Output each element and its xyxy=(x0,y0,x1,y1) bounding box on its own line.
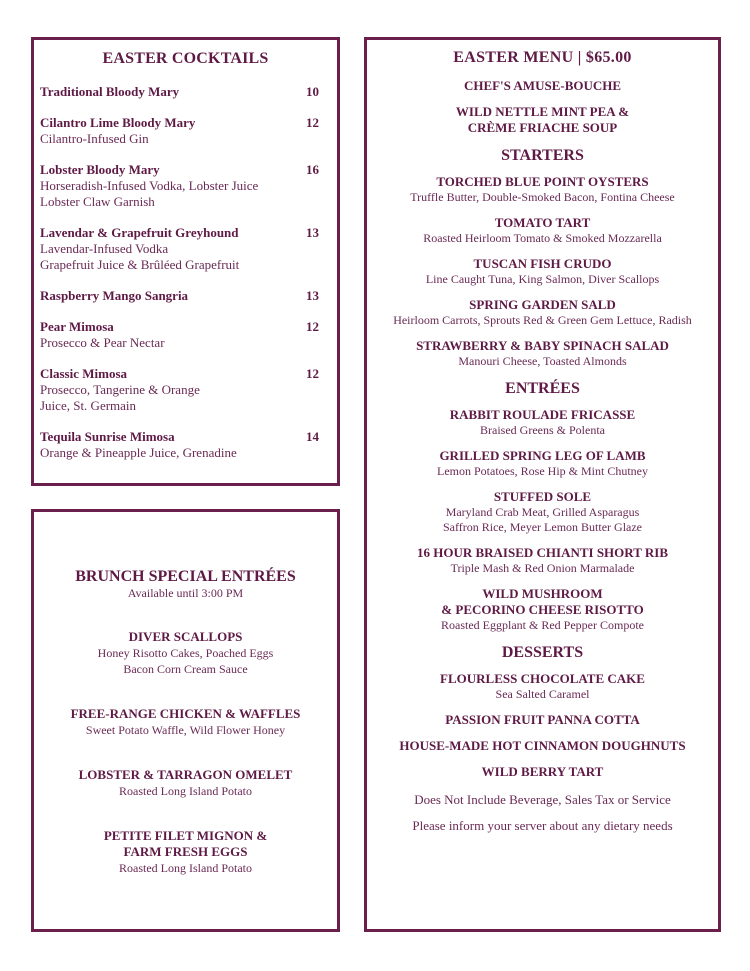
cocktail-description: Grapefruit Juice & Brûléed Grapefruit xyxy=(40,257,240,272)
brunch-subtitle: Available until 3:00 PM xyxy=(127,586,244,600)
menu-item-description: Heirloom Carrots, Sprouts Red & Green Gem Lettuce, Radish xyxy=(393,313,692,327)
brunch-item-name: LOBSTER & TARRAGON OMELET xyxy=(78,767,293,782)
cocktail-price: 13 xyxy=(306,225,319,240)
cocktail-item xyxy=(40,288,319,304)
brunch-item-name: FARM FRESH EGGS xyxy=(123,844,248,859)
cocktail-price: 16 xyxy=(306,162,319,177)
menu-item-description: Saffron Rice, Meyer Lemon Butter Glaze xyxy=(442,520,643,534)
menu-item-name: WILD NETTLE MINT PEA & xyxy=(455,104,630,119)
menu-item-name: HOUSE-MADE HOT CINNAMON DOUGHNUTS xyxy=(399,738,686,753)
brunch-item xyxy=(34,828,337,876)
cocktail-description: Prosecco, Tangerine & Orange xyxy=(40,382,200,397)
cocktail-row xyxy=(40,115,319,131)
cocktail-row xyxy=(40,429,319,445)
menu-item-name: TUSCAN FISH CRUDO xyxy=(473,256,612,271)
menu-item-name: TORCHED BLUE POINT OYSTERS xyxy=(436,174,649,189)
brunch-item xyxy=(34,629,337,677)
cocktail-name: Tequila Sunrise Mimosa xyxy=(40,429,175,444)
menu-item-name: WILD BERRY TART xyxy=(481,764,604,779)
footnote: Does Not Include Beverage, Sales Tax or Service xyxy=(414,792,671,807)
cocktail-item xyxy=(40,84,319,100)
cocktail-name: Cilantro Lime Bloody Mary xyxy=(40,115,196,130)
cocktail-description: Lavendar-Infused Vodka xyxy=(40,241,169,256)
cocktail-description: Horseradish-Infused Vodka, Lobster Juice xyxy=(40,178,259,193)
brunch-list xyxy=(34,629,337,876)
brunch-item-name: DIVER SCALLOPS xyxy=(128,629,243,644)
cocktail-item xyxy=(40,319,319,351)
menu-item-description: Maryland Crab Meat, Grilled Asparagus xyxy=(445,505,640,519)
menu-item-description: Lemon Potatoes, Rose Hip & Mint Chutney xyxy=(437,464,648,478)
brunch-item xyxy=(34,767,337,799)
menu-item xyxy=(367,407,718,438)
cocktail-description: Juice, St. Germain xyxy=(40,398,137,413)
menu-item xyxy=(367,215,718,246)
brunch-item xyxy=(34,706,337,738)
cocktail-description: Orange & Pineapple Juice, Grenadine xyxy=(40,445,237,460)
menu-item-name: PASSION FRUIT PANNA COTTA xyxy=(445,712,640,727)
section-title: STARTERS xyxy=(501,147,584,164)
menu-item xyxy=(367,78,718,94)
menu-item-name: RABBIT ROULADE FRICASSE xyxy=(449,407,636,422)
menu-item-name: SPRING GARDEN SALD xyxy=(469,297,616,312)
menu-item-description: Roasted Heirloom Tomato & Smoked Mozzarella xyxy=(423,231,662,245)
cocktail-price: 13 xyxy=(306,288,319,303)
menu-item-description: Manouri Cheese, Toasted Almonds xyxy=(458,354,627,368)
menu-item-name: CHEF'S AMUSE-BOUCHE xyxy=(463,78,622,93)
brunch-item-description: Roasted Long Island Potato xyxy=(119,861,252,875)
menu-item xyxy=(367,489,718,535)
menu-item xyxy=(367,297,718,328)
menu-item xyxy=(367,448,718,479)
cocktail-description: Prosecco & Pear Nectar xyxy=(40,335,165,350)
footnote: Please inform your server about any dietary needs xyxy=(412,818,673,833)
cocktail-row xyxy=(40,225,319,241)
cocktail-list xyxy=(40,84,319,476)
menu-item xyxy=(367,712,718,728)
cocktail-row xyxy=(40,319,319,335)
cocktail-name: Pear Mimosa xyxy=(40,319,114,334)
cocktail-item xyxy=(40,115,319,147)
cocktail-row xyxy=(40,366,319,382)
cocktail-description: Cilantro-Infused Gin xyxy=(40,131,149,146)
brunch-specials-panel xyxy=(31,509,340,932)
cocktail-item xyxy=(40,225,319,273)
menu-item xyxy=(367,764,718,780)
menu-item xyxy=(367,338,718,369)
easter-menu-title: EASTER MENU | $65.00 xyxy=(453,49,632,66)
menu-item-description: Triple Mash & Red Onion Marmalade xyxy=(450,561,635,575)
menu-item-name: STUFFED SOLE xyxy=(493,489,592,504)
menu-item-name: CRÈME FRIACHE SOUP xyxy=(467,120,618,135)
brunch-item-name: FREE-RANGE CHICKEN & WAFFLES xyxy=(70,706,301,721)
menu-item-description: Sea Salted Caramel xyxy=(495,687,590,701)
brunch-item-description: Roasted Long Island Potato xyxy=(119,784,252,798)
menu-item-name: STRAWBERRY & BABY SPINACH SALAD xyxy=(416,338,669,353)
menu-item xyxy=(367,586,718,633)
cocktail-row xyxy=(40,162,319,178)
cocktail-price: 12 xyxy=(306,319,319,334)
cocktail-name: Classic Mimosa xyxy=(40,366,128,381)
cocktail-price: 14 xyxy=(306,429,319,444)
menu-item-name: & PECORINO CHEESE RISOTTO xyxy=(441,602,644,617)
menu-item-description: Roasted Eggplant & Red Pepper Compote xyxy=(441,618,644,632)
menu-item-name: WILD MUSHROOM xyxy=(482,586,603,601)
cocktail-name: Lobster Bloody Mary xyxy=(40,162,160,177)
section-title: ENTRÉES xyxy=(505,380,580,397)
brunch-title: BRUNCH SPECIAL ENTRÉES xyxy=(75,568,296,585)
menu-item xyxy=(367,174,718,205)
section-title: DESSERTS xyxy=(501,644,584,661)
menu-item-description: Truffle Butter, Double-Smoked Bacon, Fontina Cheese xyxy=(410,190,675,204)
cocktail-row xyxy=(40,84,319,100)
cocktails-title: EASTER COCKTAILS xyxy=(102,50,269,67)
cocktail-price: 12 xyxy=(306,115,319,130)
cocktail-name: Traditional Bloody Mary xyxy=(40,84,180,99)
cocktail-item xyxy=(40,366,319,414)
brunch-item-description: Sweet Potato Waffle, Wild Flower Honey xyxy=(85,723,286,737)
cocktail-price: 12 xyxy=(306,366,319,381)
cocktail-row xyxy=(40,288,319,304)
cocktail-name: Raspberry Mango Sangria xyxy=(40,288,189,303)
brunch-item-name: PETITE FILET MIGNON & xyxy=(103,828,268,843)
cocktail-description: Lobster Claw Garnish xyxy=(40,194,155,209)
menu-item-name: FLOURLESS CHOCOLATE CAKE xyxy=(440,671,645,686)
menu-item xyxy=(367,738,718,754)
easter-cocktails-panel xyxy=(31,37,340,486)
cocktail-item xyxy=(40,429,319,461)
cocktail-item xyxy=(40,162,319,210)
menu-item-name: 16 HOUR BRAISED CHIANTI SHORT RIB xyxy=(416,545,669,560)
cocktail-price: 10 xyxy=(306,84,319,99)
menu-item-name: GRILLED SPRING LEG OF LAMB xyxy=(439,448,646,463)
cocktail-name: Lavendar & Grapefruit Greyhound xyxy=(40,225,239,240)
menu-item xyxy=(367,671,718,702)
easter-menu-panel xyxy=(364,37,721,932)
menu-item xyxy=(367,256,718,287)
footnotes xyxy=(367,792,718,834)
brunch-item-description: Bacon Corn Cream Sauce xyxy=(123,662,248,676)
menu-item-name: TOMATO TART xyxy=(494,215,591,230)
menu-item xyxy=(367,104,718,136)
menu-item-description: Braised Greens & Polenta xyxy=(480,423,605,437)
easter-sections xyxy=(367,78,718,780)
menu-item xyxy=(367,545,718,576)
brunch-item-description: Honey Risotto Cakes, Poached Eggs xyxy=(97,646,274,660)
menu-item-description: Line Caught Tuna, King Salmon, Diver Scallops xyxy=(425,272,660,286)
